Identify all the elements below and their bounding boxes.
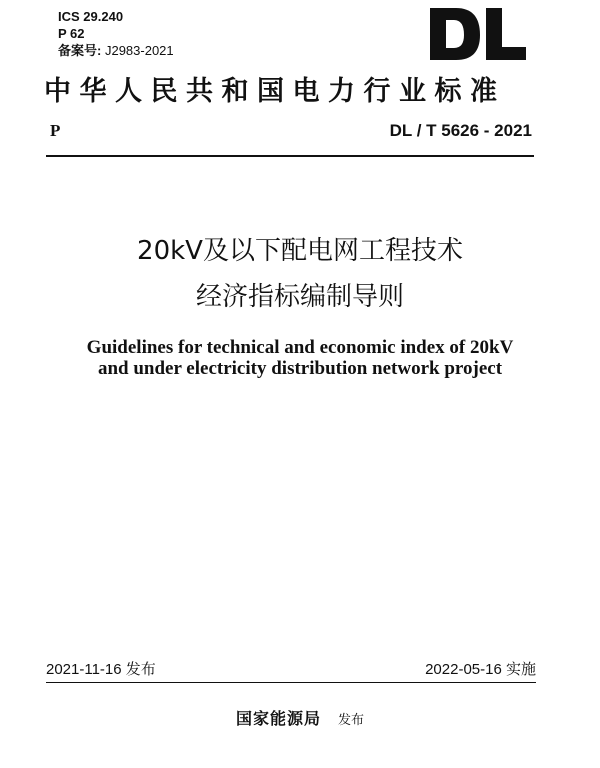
metadata-block <box>58 8 174 59</box>
issue-date: 2021-11-16 发布 <box>46 661 156 678</box>
publisher-organization: 国家能源局 <box>235 709 321 728</box>
classification-code: P <box>50 121 61 140</box>
bottom-divider <box>46 682 536 683</box>
title-english-line-2: and under electricity distribution network project <box>97 358 503 379</box>
ics-code: ICS 29.240 <box>58 9 124 24</box>
standard-number: DL / T 5626 - 2021 <box>389 121 532 140</box>
standard-category-title: 中华人民共和国电力行业标准 <box>44 76 506 107</box>
implementation-date: 2022-05-16 实施 <box>425 661 536 678</box>
filing-label: 备案号: <box>58 43 102 58</box>
dl-logo <box>428 2 528 64</box>
title-chinese-line-1: 20kV及以下配电网工程技术 <box>137 236 463 266</box>
top-divider <box>46 155 534 157</box>
title-chinese-line-2: 经济指标编制导则 <box>195 282 404 312</box>
publisher <box>0 706 600 729</box>
p-code: P 62 <box>58 26 85 41</box>
filing-number: J2983-2021 <box>104 43 174 58</box>
title-english-line-1: Guidelines for technical and economic index of 20kV <box>86 337 514 358</box>
filing-number-row <box>58 42 174 59</box>
publisher-action: 发布 <box>338 713 365 728</box>
